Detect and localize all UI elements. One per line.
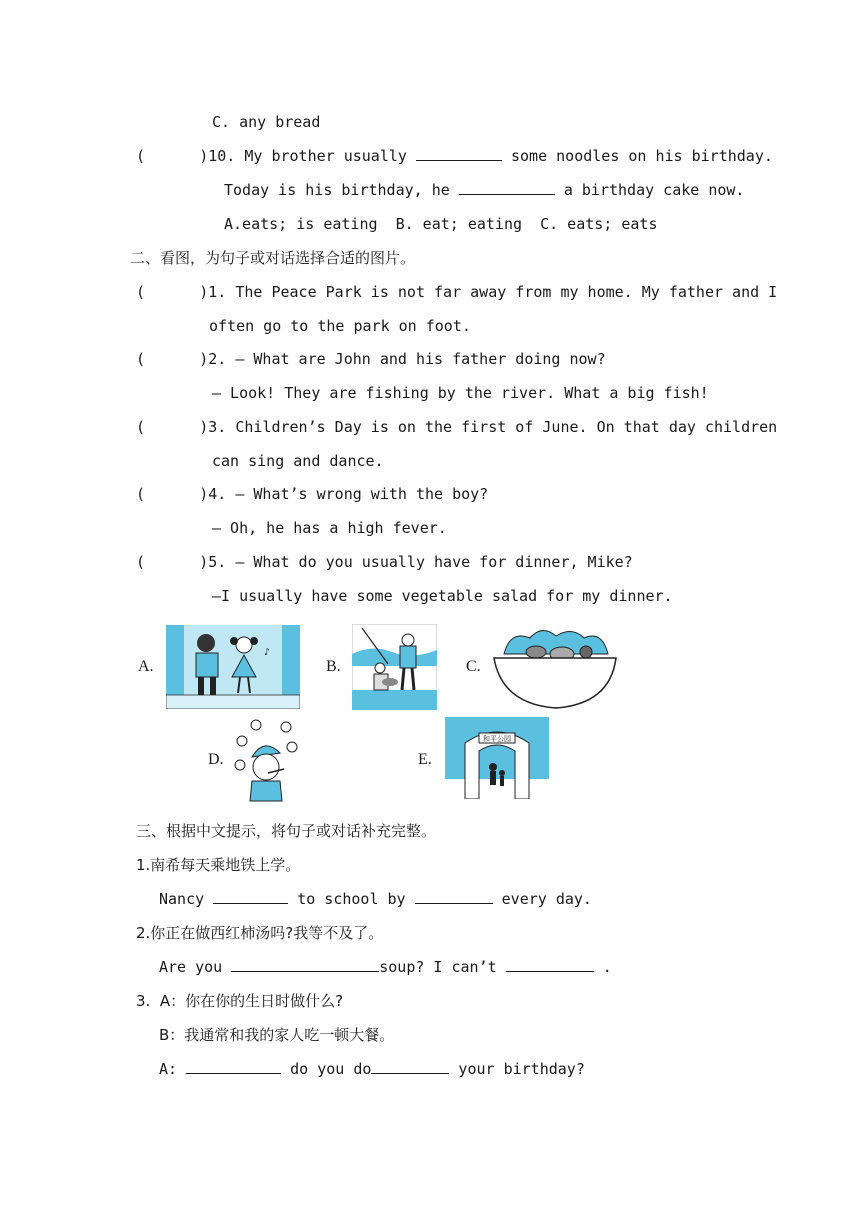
s3-q1-english: Nancy to school by every day. [159,890,592,908]
s2-item-3: ( )3. Children’s Day is on the first of June. On that day children [136,418,778,436]
s2-item-2-cont: — Look! They are fishing by the river. What a big fish! [212,384,709,402]
q10-options: A.eats; is eating B. eat; eating C. eats; eats [224,215,658,233]
svg-text:♪: ♪ [264,647,271,658]
answer-paren[interactable]: ( ) [136,553,209,571]
picture-label-c: C. [466,658,481,675]
s2-item-4: ( )4. — What’s wrong with the boy? [136,485,489,503]
s3-q3-english: A: do you do your birthday? [159,1060,585,1078]
s2-item-1: ( )1. The Peace Park is not far away from my home. My father and I [136,283,778,301]
s2-item-1-cont: often go to the park on foot. [209,317,471,335]
answer-blank[interactable] [231,957,379,972]
answer-blank[interactable] [416,146,502,161]
picture-d-fever-boy [230,717,300,803]
answer-blank[interactable] [371,1059,449,1074]
picture-e-park-gate [445,717,549,799]
answer-blank[interactable] [213,889,288,904]
s2-item-2: ( )2. — What are John and his father doing now? [136,350,606,368]
picture-c-salad [490,624,620,710]
picture-label-e: E. [418,751,432,768]
answer-blank[interactable] [459,180,555,195]
s3-q2-chinese: 2.你正在做西红柿汤吗?我等不及了。 [136,924,384,942]
answer-paren[interactable]: ( ) [136,283,209,301]
picture-label-d: D. [208,751,224,768]
s2-item-5: ( )5. — What do you usually have for dinner, Mike? [136,553,633,571]
q10-line2: Today is his birthday, he a birthday cake now. [224,181,745,199]
answer-paren[interactable]: ( ) [136,350,209,368]
q10-line1: ( )10. My brother usually some noodles on his birthday. [136,147,773,165]
s3-q3-chinese-a: 3. A：你在你的生日时做什么? [136,992,344,1010]
picture-label-a: A. [138,658,154,675]
section3-heading: 三、根据中文提示，将句子或对话补充完整。 [136,822,437,840]
answer-blank[interactable] [506,957,594,972]
picture-b-fishing [352,624,437,710]
picture-a-singing-dancing [166,625,300,709]
q9-option-c: C. any bread [212,113,321,131]
answer-blank[interactable] [186,1059,281,1074]
answer-paren[interactable]: ( ) [136,147,209,165]
answer-paren[interactable]: ( ) [136,485,209,503]
s3-q3-chinese-b: B：我通常和我的家人吃一顿大餐。 [159,1026,395,1044]
answer-paren[interactable]: ( ) [136,418,209,436]
s2-item-4-cont: — Oh, he has a high fever. [212,519,447,537]
s2-item-3-cont: can sing and dance. [212,452,384,470]
s2-item-5-cont: —I usually have some vegetable salad for my dinner. [212,587,673,605]
s3-q2-english: Are you soup? I can’t . [159,958,612,976]
picture-label-b: B. [326,658,341,675]
answer-blank[interactable] [415,889,493,904]
park-sign-text: 和平公园 [483,735,511,743]
section2-heading: 二、看图，为句子或对话选择合适的图片。 [130,249,416,267]
s3-q1-chinese: 1.南希每天乘地铁上学。 [136,856,301,874]
